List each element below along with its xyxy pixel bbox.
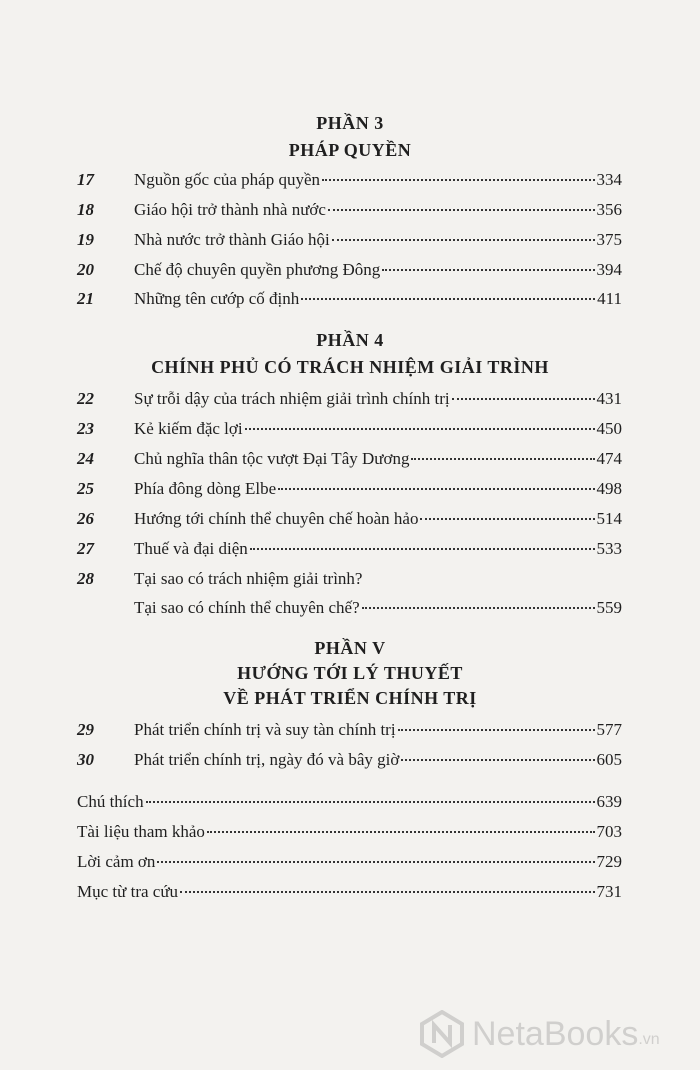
part-5-title-line-2: VỀ PHÁT TRIỂN CHÍNH TRỊ — [223, 688, 477, 708]
chapter-number: 27 — [77, 539, 94, 558]
chapter-number: 19 — [77, 230, 94, 249]
chapter-number: 25 — [77, 479, 94, 498]
page-number: 559 — [596, 598, 622, 617]
chapter-number: 24 — [77, 449, 94, 468]
chapter-number: 26 — [77, 509, 94, 528]
chapter-title-line-1: Tại sao có trách nhiệm giải trình? — [134, 569, 363, 588]
page-number: 356 — [596, 200, 622, 219]
dot-leader — [332, 238, 595, 241]
toc-entry[interactable] — [0, 389, 700, 413]
section-title: Lời cảm ơn — [77, 852, 156, 871]
toc-entry[interactable] — [0, 419, 700, 443]
watermark-suffix: .vn — [638, 1031, 660, 1048]
dot-leader — [411, 457, 594, 460]
chapter-title: Nhà nước trở thành Giáo hội — [134, 230, 330, 249]
dot-leader — [382, 268, 594, 271]
chapter-title: Kẻ kiếm đặc lợi — [134, 419, 243, 438]
toc-entry[interactable] — [0, 449, 700, 473]
chapter-title: Giáo hội trở thành nhà nước — [134, 200, 326, 219]
chapter-number: 30 — [77, 750, 94, 769]
page-number: 639 — [596, 792, 622, 811]
page-number: 334 — [596, 170, 622, 189]
dot-leader — [245, 427, 595, 430]
dot-leader — [452, 397, 595, 400]
chapter-number: 20 — [77, 260, 94, 279]
part-5-label: PHẦN V — [314, 638, 386, 658]
page-number: 514 — [596, 509, 622, 528]
dot-leader — [322, 178, 594, 181]
toc-entry[interactable] — [0, 479, 700, 503]
page-number: 605 — [596, 750, 622, 769]
part-4-title: CHÍNH PHỦ CÓ TRÁCH NHIỆM GIẢI TRÌNH — [151, 357, 549, 377]
part-3-title: PHÁP QUYỀN — [288, 140, 412, 160]
section-title: Mục từ tra cứu — [77, 882, 179, 901]
back-matter-entry[interactable] — [0, 852, 700, 876]
dot-leader — [146, 800, 595, 803]
dot-leader — [362, 606, 595, 609]
section-title: Tài liệu tham khảo — [77, 822, 205, 841]
dot-leader — [420, 517, 594, 520]
page-number: 450 — [596, 419, 622, 438]
part-3-label: PHẦN 3 — [316, 113, 384, 133]
page-number: 431 — [596, 389, 622, 408]
page-number: 474 — [596, 449, 622, 468]
chapter-title: Nguồn gốc của pháp quyền — [134, 170, 321, 189]
dot-leader — [180, 890, 594, 893]
page-number: 498 — [596, 479, 622, 498]
back-matter-entry[interactable] — [0, 822, 700, 846]
chapter-title: Thuế và đại diện — [134, 539, 248, 558]
chapter-number: 21 — [77, 289, 94, 308]
page-number: 394 — [596, 260, 622, 279]
toc-entry[interactable] — [0, 230, 700, 254]
page-number: 731 — [596, 882, 622, 901]
chapter-title: Hướng tới chính thể chuyên chế hoàn hảo — [134, 509, 419, 528]
part-5-title-line-1: HƯỚNG TỚI LÝ THUYẾT — [237, 663, 463, 683]
toc-entry-continuation[interactable] — [0, 598, 700, 622]
chapter-title: Chủ nghĩa thân tộc vượt Đại Tây Dương — [134, 449, 410, 468]
chapter-number: 29 — [77, 720, 94, 739]
page-number: 375 — [596, 230, 622, 249]
toc-entry[interactable] — [0, 289, 700, 313]
toc-entry[interactable] — [0, 569, 700, 593]
chapter-number: 28 — [77, 569, 94, 588]
chapter-title: Phát triển chính trị và suy tàn chính trị — [134, 720, 396, 739]
toc-entry[interactable] — [0, 539, 700, 563]
dot-leader — [250, 547, 595, 550]
chapter-title: Những tên cướp cố định — [134, 289, 300, 308]
dot-leader — [278, 487, 594, 490]
page-number: 411 — [597, 289, 622, 308]
chapter-number: 18 — [77, 200, 94, 219]
chapter-number: 22 — [77, 389, 94, 408]
page-number: 533 — [596, 539, 622, 558]
page-number: 703 — [596, 822, 622, 841]
dot-leader — [301, 297, 595, 300]
back-matter-entry[interactable] — [0, 882, 700, 906]
chapter-number: 23 — [77, 419, 94, 438]
chapter-title: Chế độ chuyên quyền phương Đông — [134, 260, 381, 279]
chapter-title: Phát triển chính trị, ngày đó và bây giờ — [134, 750, 400, 769]
dot-leader — [207, 830, 595, 833]
part-4-label: PHẦN 4 — [316, 330, 384, 350]
watermark-name: NetaBooks — [472, 1014, 639, 1053]
toc-entry[interactable] — [0, 750, 700, 774]
netabooks-watermark — [418, 1004, 698, 1064]
dot-leader — [328, 208, 595, 211]
toc-entry[interactable] — [0, 200, 700, 224]
dot-leader — [157, 860, 594, 863]
netabooks-logo-icon — [418, 1010, 466, 1058]
toc-entry[interactable] — [0, 260, 700, 284]
dot-leader — [401, 758, 594, 761]
toc-entry[interactable] — [0, 509, 700, 533]
dot-leader — [398, 728, 595, 731]
page-number: 577 — [596, 720, 622, 739]
chapter-title: Sự trỗi dậy của trách nhiệm giải trình chính trị — [134, 389, 450, 408]
chapter-title-line-2: Tại sao có chính thể chuyên chế? — [134, 598, 360, 617]
toc-entry[interactable] — [0, 720, 700, 744]
back-matter-entry[interactable] — [0, 792, 700, 816]
section-title: Chú thích — [77, 792, 144, 811]
toc-entry[interactable] — [0, 170, 700, 194]
chapter-title: Phía đông dòng Elbe — [134, 479, 277, 498]
page-number: 729 — [596, 852, 622, 871]
chapter-number: 17 — [77, 170, 94, 189]
